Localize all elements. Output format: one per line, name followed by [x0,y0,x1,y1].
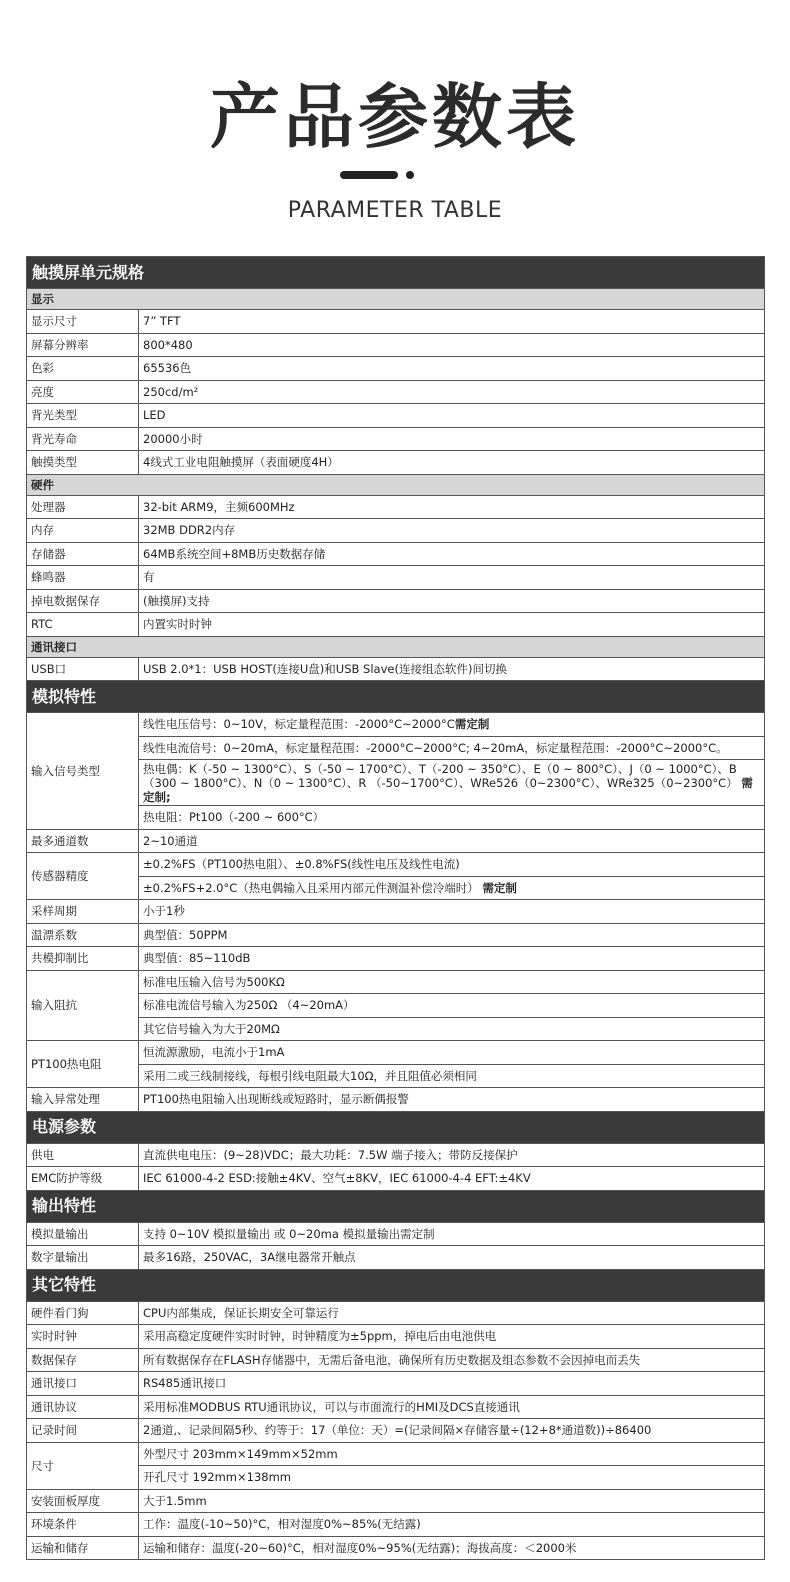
row-value: 65536色 [139,357,765,381]
row-value: 采用标准MODBUS RTU通讯协议，可以与市面流行的HMI及DCS直接通讯 [139,1395,765,1419]
table-row [27,900,765,924]
row-label: 背光类型 [27,404,139,428]
page-title: 产品参数表 [210,76,580,158]
row-label: 最多通道数 [27,829,139,853]
value-text: 热电偶：K（-50 ~ 1300°C）、S（-50 ~ 1700°C）、T（-200 ~ 350°C）、E（0 ~ 800°C）、J（0 ~ 1000°C）、B（300 ~ 1800°C）、N（0 ~ 1300°C）、R （-50~1700°C）、WRe526（0~2300°C）、WRe325（0~2300°C） [143,761,738,790]
table-row [27,380,765,404]
row-value: 32-bit ARM9，主频600MHz [139,495,765,519]
row-label: EMC防护等级 [27,1167,139,1191]
row-value: 所有数据保存在FLASH存储器中，无需后备电池，确保所有历史数据及组态参数不会因掉电而丢失 [139,1348,765,1372]
row-value: 有 [139,566,765,590]
row-value: 恒流源激励，电流小于1mA [139,1041,765,1065]
row-label: 硬件看门狗 [27,1301,139,1325]
subsection-comm [27,636,765,657]
subsection-title: 硬件 [27,474,765,495]
section-header-analog [27,681,765,713]
table-row [27,589,765,613]
title-underline-dot [406,171,414,179]
row-value: 采用高稳定度硬件实时时钟，时钟精度为±5ppm，掉电后由电池供电 [139,1325,765,1349]
row-label: 供电 [27,1143,139,1167]
row-label: 运输和储存 [27,1536,139,1560]
row-label: 输入阻抗 [27,970,139,1041]
table-row [27,1348,765,1372]
value-text: ±0.2%FS+2.0°C（热电偶输入且采用内部元件测温补偿冷端时） [143,880,479,895]
table-row [27,451,765,475]
table-row [27,1372,765,1396]
table-row [27,1419,765,1443]
table-row [27,1536,765,1560]
row-value [139,760,765,806]
table-row [27,495,765,519]
row-value [139,713,765,737]
table-row [27,1489,765,1513]
custom-note: 需定制 [454,717,490,732]
section-header-other [27,1269,765,1301]
row-value: 2~10通道 [139,829,765,853]
subsection-display [27,289,765,310]
value-text: 线性电压信号：0~10V，标定量程范围：-2000°C~2000°C [143,717,455,732]
table-row [27,357,765,381]
row-label: 触摸类型 [27,451,139,475]
row-value: 工作：温度(-10~50)°C，相对湿度0%~85%(无结露) [139,1513,765,1537]
section-header-touch [27,257,765,289]
row-value: 20000小时 [139,427,765,451]
title-underline-bar [340,171,398,179]
table-row [27,1442,765,1466]
row-label: 环境条件 [27,1513,139,1537]
row-label: 处理器 [27,495,139,519]
row-value: 标准电流信号输入为250Ω （4~20mA） [139,994,765,1018]
section-title: 电源参数 [27,1111,765,1143]
table-row [27,310,765,334]
row-value: 250cd/m² [139,380,765,404]
table-row [27,1222,765,1246]
row-value: 外型尺寸 203mm×149mm×52mm [139,1442,765,1466]
row-label: PT100热电阻 [27,1041,139,1088]
row-label: 通讯协议 [27,1395,139,1419]
row-label: 共模抑制比 [27,947,139,971]
row-value: RS485通讯接口 [139,1372,765,1396]
row-label: 数据保存 [27,1348,139,1372]
row-value: 7” TFT [139,310,765,334]
table-row [27,657,765,681]
table-row [27,1088,765,1112]
table-row [27,1246,765,1270]
row-value: PT100热电阻输入出现断线或短路时，显示断偶报警 [139,1088,765,1112]
row-label: 亮度 [27,380,139,404]
row-label: 尺寸 [27,1442,139,1489]
table-row [27,1167,765,1191]
subsection-hardware [27,474,765,495]
row-label: 记录时间 [27,1419,139,1443]
table-row [27,566,765,590]
table-row [27,1143,765,1167]
table-row [27,613,765,637]
row-value: 典型值：50PPM [139,923,765,947]
row-value [139,876,765,900]
row-value: IEC 61000-4-2 ESD:接触±4KV、空气±8KV，IEC 61000-4-4 EFT:±4KV [139,1167,765,1191]
row-label: 存储器 [27,542,139,566]
table-row [27,542,765,566]
section-header-output [27,1190,765,1222]
row-value: 最多16路，250VAC，3A继电器常开触点 [139,1246,765,1270]
row-label: 模拟量输出 [27,1222,139,1246]
row-value: (触摸屏)支持 [139,589,765,613]
subsection-title: 通讯接口 [27,636,765,657]
row-value: 采用二或三线制接线，每根引线电阻最大10Ω，并且阻值必须相同 [139,1064,765,1088]
row-value: 其它信号输入为大于20MΩ [139,1017,765,1041]
table-row [27,1041,765,1065]
table-row [27,1395,765,1419]
parameter-table [26,256,765,1560]
table-row [27,1301,765,1325]
table-row [27,853,765,877]
table-row [27,1513,765,1537]
row-label: 背光寿命 [27,427,139,451]
page-subtitle: PARAMETER TABLE [287,198,503,223]
row-label: 采样周期 [27,900,139,924]
row-label: 输入异常处理 [27,1088,139,1112]
page-header [0,0,790,250]
row-value: 热电阻：Pt100（-200 ~ 600°C） [139,806,765,830]
row-value: 2通道,、记录间隔5秒、约等于：17（单位：天）=(记录间隔×存储容量÷(12+8*通道数))÷86400 [139,1419,765,1443]
table-row [27,713,765,737]
custom-note: 需定制; [143,775,753,804]
row-value: CPU内部集成，保证长期安全可靠运行 [139,1301,765,1325]
row-label: 内存 [27,519,139,543]
table-row [27,970,765,994]
row-label: 掉电数据保存 [27,589,139,613]
section-header-power [27,1111,765,1143]
row-value: 内置实时时钟 [139,613,765,637]
subsection-title: 显示 [27,289,765,310]
row-value: 64MB系统空间+8MB历史数据存储 [139,542,765,566]
row-label: 温漂系数 [27,923,139,947]
row-label: 屏幕分辨率 [27,333,139,357]
table-row [27,427,765,451]
table-row [27,519,765,543]
row-value: 支持 0~10V 模拟量输出 或 0~20ma 模拟量输出需定制 [139,1222,765,1246]
row-value: 直流供电电压：(9~28)VDC；最大功耗：7.5W 端子接入；带防反接保护 [139,1143,765,1167]
table-row [27,333,765,357]
row-label: 色彩 [27,357,139,381]
row-label: 实时时钟 [27,1325,139,1349]
section-title: 触摸屏单元规格 [27,257,765,289]
table-row [27,404,765,428]
section-title: 模拟特性 [27,681,765,713]
row-value: 线性电流信号：0~20mA，标定量程范围：-2000°C~2000°C; 4~20mA，标定量程范围：-2000°C~2000°C。 [139,736,765,760]
row-value: 标准电压输入信号为500KΩ [139,970,765,994]
table-row [27,947,765,971]
row-value: 典型值：85~110dB [139,947,765,971]
row-label: 传感器精度 [27,853,139,900]
row-label: 蜂鸣器 [27,566,139,590]
section-title: 其它特性 [27,1269,765,1301]
row-value: 开孔尺寸 192mm×138mm [139,1466,765,1490]
row-label: USB口 [27,657,139,681]
section-title: 输出特性 [27,1190,765,1222]
row-label: 输入信号类型 [27,713,139,830]
row-value: USB 2.0*1：USB HOST(连接U盘)和USB Slave(连接组态软件)间切换 [139,657,765,681]
row-value: 小于1秒 [139,900,765,924]
row-value: 4线式工业电阻触摸屏（表面硬度4H） [139,451,765,475]
row-value: 大于1.5mm [139,1489,765,1513]
custom-note: 需定制 [482,880,517,895]
row-value: 运输和储存：温度(-20~60)°C，相对湿度0%~95%(无结露)；海拔高度：＜2000米 [139,1536,765,1560]
row-value: 32MB DDR2内存 [139,519,765,543]
row-label: 数字量输出 [27,1246,139,1270]
row-label: RTC [27,613,139,637]
row-label: 安装面板厚度 [27,1489,139,1513]
table-row [27,1325,765,1349]
row-label: 通讯接口 [27,1372,139,1396]
row-value: 800*480 [139,333,765,357]
row-label: 显示尺寸 [27,310,139,334]
row-value: LED [139,404,765,428]
table-row [27,829,765,853]
row-value: ±0.2%FS（PT100热电阻）、±0.8%FS(线性电压及线性电流) [139,853,765,877]
table-row [27,923,765,947]
